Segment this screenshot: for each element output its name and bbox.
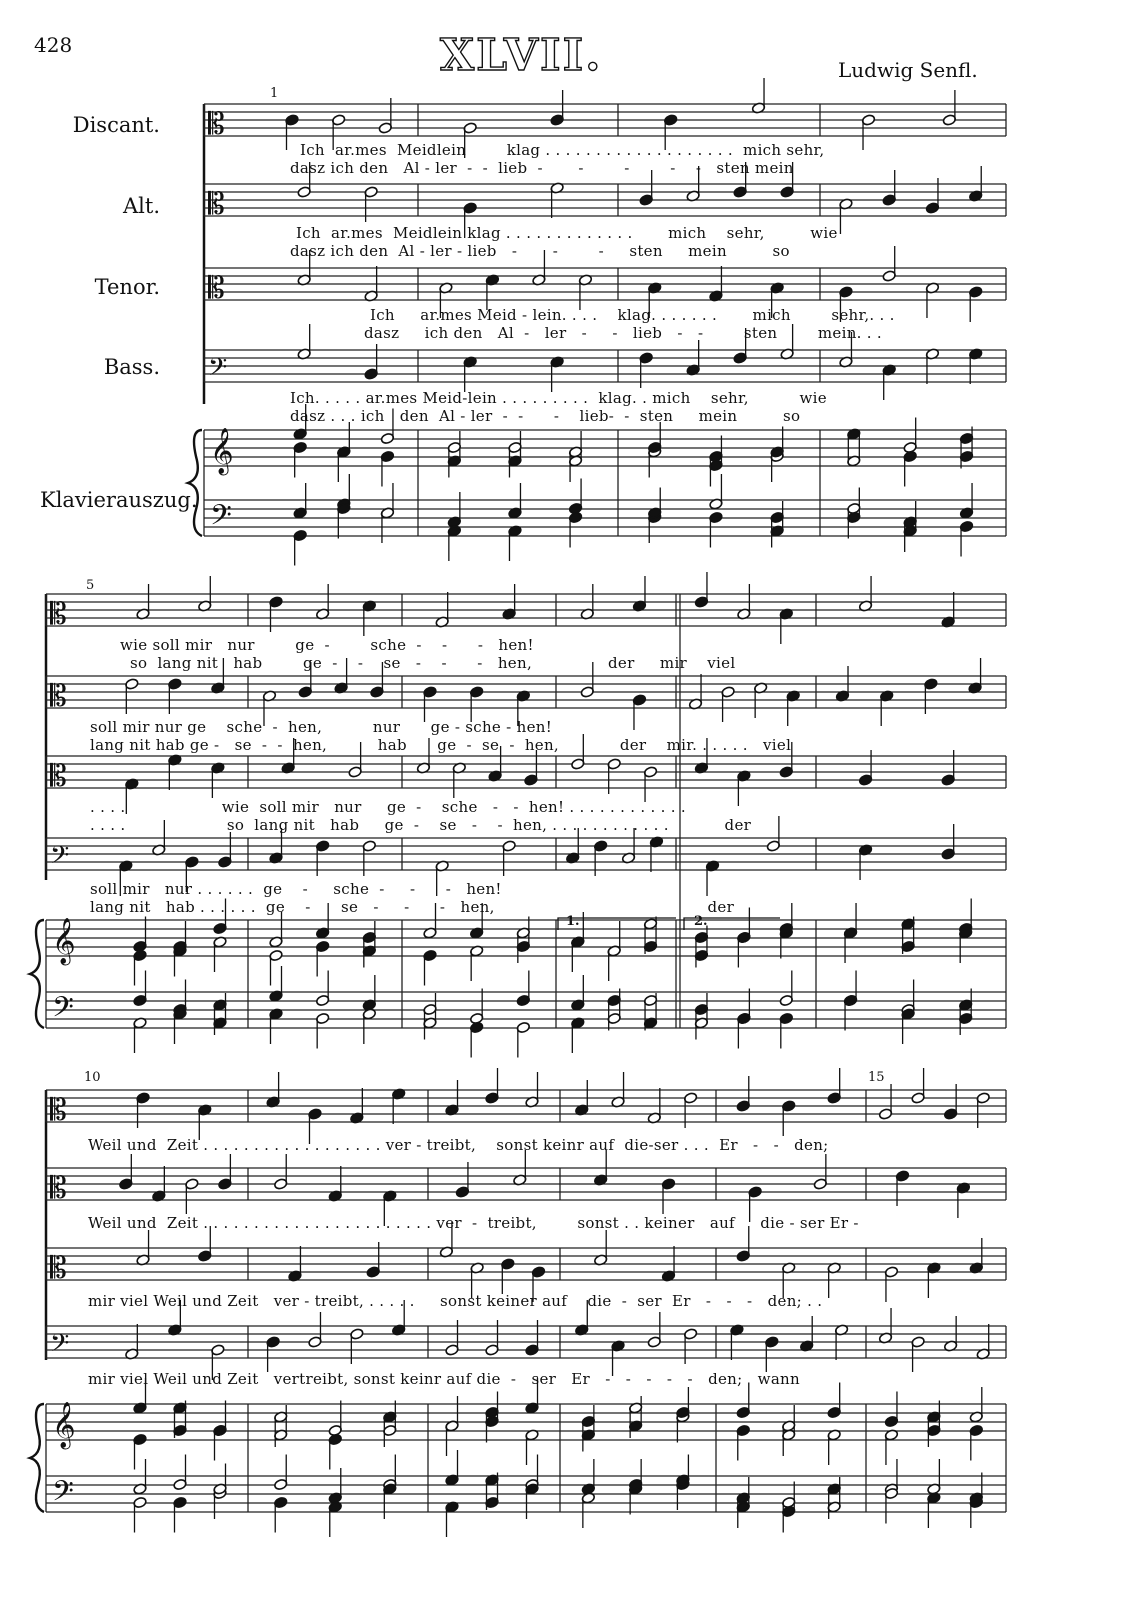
lyric-bass-v1: soll mir nur . . . . . . ge - sche - - - hen! [90,880,502,898]
measure-number: 10 [84,1070,101,1085]
clef-icon: 𝄢 [52,991,74,1031]
measure-number: 15 [868,1070,885,1085]
volta-first: 1. [566,914,580,929]
measure-number: 5 [86,578,95,593]
clef-icon: 𝄡 [208,107,225,142]
brace-icon [188,430,202,536]
lyric-discant-v1: Weil und Zeit . . . . . . . . . . . . . . . . . . ver - treibt, sonst keinr auf die-ser . . . Er - - den; [88,1136,829,1154]
lyric-alt-v1: Weil und Zeit . . . . . . . . . . . . . . . . . . . . . . . ver - treibt, sonst . . keiner auf die - ser Er - [88,1214,859,1232]
brace-icon [30,920,44,1028]
label-bass: Bass. [103,355,160,379]
clef-icon: 𝄡 [50,679,67,714]
lyric-alt-v1: soll mir nur ge sche - hen, nur ge - sche - hen! [90,718,553,736]
clef-icon: 𝄢 [52,1475,74,1515]
clef-icon: 𝄞 [52,918,76,964]
lyric-tenor-v1: Ich ar.mes Meid - lein. . . . klag. . . . . . . mich sehr,. . . [370,306,895,324]
lyric-bass-v2: lang nit hab . . . . . . ge - se - - - hen, der [90,898,735,916]
label-alt: Alt. [123,194,160,218]
lyric-bass-v1: Ich. . . . . ar.mes Meid-lein . . . . . . . . . klag. . mich sehr, wie [290,389,827,407]
label-piano: Klavierauszug. [40,488,198,512]
lyric-discant-v1: Ich ar.mes Meidlein klag . . . . . . . . . . . . . . . . . . . mich sehr, [300,141,825,159]
clef-icon: 𝄡 [208,187,225,222]
lyric-discant-v1: wie soll mir nur ge - sche - - - hen! [120,636,534,654]
lyric-discant-v2: so lang nit hab ge - - se - - - hen, der mir viel [130,654,736,672]
piece-title: XLVII. [440,30,603,81]
lyric-tenor-v2: . . . . so lang nit hab ge - se - - hen, . . . . . . . . . . . . der [90,816,752,834]
clef-icon: 𝄢 [50,841,70,876]
clef-icon: 𝄡 [50,1251,67,1286]
lyric-tenor-v1: mir viel Weil und Zeit ver - treibt, . . . . . sonst keiner auf die - ser Er - - - den; . . [88,1292,823,1310]
clef-icon: 𝄞 [52,1402,76,1448]
label-tenor: Tenor. [94,275,160,299]
lyric-bass-v1: mir viel Weil und Zeit vertreibt, sonst keinr auf die - ser Er - - - - - den; wann [88,1370,800,1388]
clef-icon: 𝄢 [210,499,232,539]
composer: Ludwig Senfl. [838,58,978,82]
lyric-tenor-v2: dasz ich den Al - ler - - lieb - - sten mein. . . [364,324,882,342]
clef-icon: 𝄢 [208,353,228,388]
lyric-alt-v2: dasz ich den Al - ler - lieb - - - sten mein so [290,242,790,260]
measure-number: 1 [270,86,279,101]
clef-icon: 𝄡 [50,597,67,632]
lyric-alt-v1: Ich ar.mes Meidlein klag . . . . . . . . . . . . . mich sehr, wie [296,224,838,242]
lyric-bass-v2: dasz . . . ich den Al - ler - - - lieb- - sten mein so [290,407,801,425]
label-discant: Discant. [72,113,160,137]
clef-icon: 𝄢 [50,1329,70,1364]
volta-second: 2. [694,914,708,929]
clef-icon: 𝄡 [50,1093,67,1128]
clef-icon: 𝄡 [50,759,67,794]
lyric-discant-v2: dasz ich den Al - ler - - lieb - - - - - sten mein [290,159,794,177]
page-number: 428 [34,33,73,57]
clef-icon: 𝄡 [208,271,225,306]
brace-icon [30,1404,44,1512]
lyric-tenor-v1: . . . . wie soll mir nur ge - sche - - hen! . . . . . . . . . . . . [90,798,686,816]
clef-icon: 𝄡 [50,1171,67,1206]
clef-icon: 𝄞 [210,428,234,474]
lyric-alt-v2: lang nit hab ge - se - - hen, hab ge - se - hen, der mir. . . . . . viel [90,736,792,754]
